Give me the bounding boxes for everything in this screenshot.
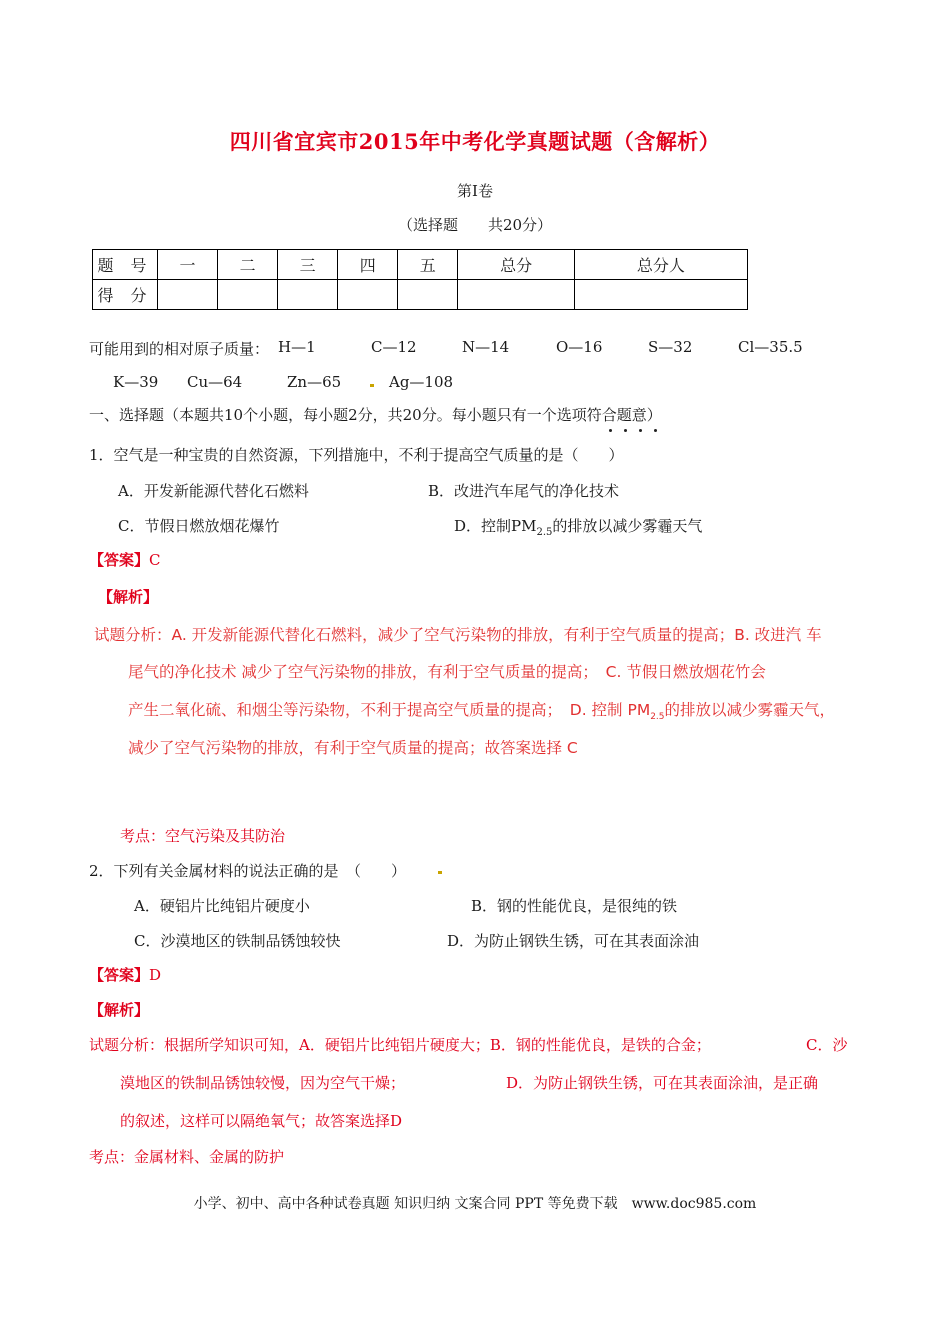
question-1-analysis-line: 尾气的净化技术 减少了空气污染物的排放，有利于空气质量的提高； C. 节假日燃放烟花竹会 <box>128 663 766 681</box>
question-2-option-c: C．沙漠地区的铁制品锈蚀较快 <box>134 932 341 950</box>
document-title: 四川省宜宾市2015年中考化学真题试题（含解析） <box>229 129 721 154</box>
scan-mark <box>370 384 374 387</box>
atomic-mass-item: O—16 <box>556 338 603 356</box>
atomic-mass-item: N—14 <box>462 338 510 356</box>
atomic-mass-item: H—1 <box>278 338 316 356</box>
score-table-header-row <box>93 250 748 280</box>
score-table-row-label: 得 分 <box>93 280 158 310</box>
score-cell[interactable] <box>458 280 575 310</box>
score-cell[interactable] <box>398 280 458 310</box>
atomic-mass-item: K—39 <box>113 373 159 391</box>
score-table-score-row <box>93 280 748 310</box>
question-2-option-a: A．硬铝片比纯铝片硬度小 <box>134 897 310 915</box>
question-2-analysis-line: C．沙 <box>806 1036 848 1054</box>
score-cell[interactable] <box>338 280 398 310</box>
page-footer: 小学、初中、高中各种试卷真题 知识归纳 文案合同 PPT 等免费下载 www.doc985.com <box>193 1196 757 1212</box>
question-1-option-d: D．控制$PM_{2.5}$的排放以减少雾霾天气 <box>454 517 703 538</box>
question-2-stem: 2．下列有关金属材料的说法正确的是 （ ） <box>89 862 407 880</box>
question-2-analysis-line: 的叙述，这样可以隔绝氧气；故答案选择D <box>120 1112 403 1130</box>
question-1-analysis-line: 试题分析：A. 开发新能源代替化石燃料，减少了空气污染物的排放，有利于空气质量的提高；B. 改进汽 车 <box>94 626 822 644</box>
question-2-option-d: D．为防止钢铁生锈，可在其表面涂油 <box>447 932 700 950</box>
score-table-header-cell: 总分 <box>458 250 575 280</box>
atomic-mass-item: S—32 <box>648 338 693 356</box>
atomic-mass-item: Zn—65 <box>287 373 342 391</box>
atomic-mass-item: Cl—35.5 <box>738 338 803 356</box>
question-2-analysis-line: 试题分析：根据所学知识可知，A．硬铝片比纯铝片硬度大；B．钢的性能优良，是铁的合金； <box>89 1036 711 1054</box>
emphasis-dot <box>654 429 657 432</box>
atomic-mass-item: Ag—108 <box>389 373 454 391</box>
score-table-header-cell: 五 <box>398 250 458 280</box>
question-2-answer: 【答案】D <box>89 966 162 984</box>
question-2-analysis-line: 漠地区的铁制品锈蚀较慢，因为空气干燥； <box>120 1074 406 1092</box>
volume-label: 第Ⅰ卷 <box>457 182 493 200</box>
question-1-analysis-label: 【解析】 <box>98 588 159 606</box>
question-1-option-b: B．改进汽车尾气的净化技术 <box>428 482 620 500</box>
score-table-header-cell: 题 号 <box>93 250 158 280</box>
question-1-stem: 1．空气是一种宝贵的自然资源，下列措施中，不利于提高空气质量的是（ ） <box>89 446 624 464</box>
score-cell[interactable] <box>218 280 278 310</box>
emphasis-dot <box>639 429 642 432</box>
question-2-analysis-line: D．为防止钢铁生锈，可在其表面涂油，是正确 <box>506 1074 819 1092</box>
question-1-kaodian: 考点：空气污染及其防治 <box>120 827 286 845</box>
score-cell[interactable] <box>574 280 747 310</box>
question-2-analysis-label: 【解析】 <box>89 1001 150 1019</box>
score-table-header-cell: 四 <box>338 250 398 280</box>
atomic-mass-item: C—12 <box>371 338 417 356</box>
atomic-mass-label: 可能用到的相对原子质量： <box>89 340 270 358</box>
score-cell[interactable] <box>158 280 218 310</box>
score-table <box>92 249 748 310</box>
question-2-option-b: B．钢的性能优良，是很纯的铁 <box>471 897 678 915</box>
score-table-header-cell: 三 <box>278 250 338 280</box>
question-1-analysis-line: 产生二氧化硫、和烟尘等污染物，不利于提高空气质量的提高； D. 控制 $PM_{2.5}$的排放以减少雾霾天气， <box>128 701 836 723</box>
score-table-header-cell: 二 <box>218 250 278 280</box>
question-1-answer: 【答案】C <box>89 551 161 569</box>
score-table-header-cell: 一 <box>158 250 218 280</box>
atomic-mass-item: Cu—64 <box>187 373 243 391</box>
question-2-kaodian: 考点：金属材料、金属的防护 <box>89 1148 285 1166</box>
question-1-option-a: A．开发新能源代替化石燃料 <box>118 482 309 500</box>
question-1-option-c: C．节假日燃放烟花爆竹 <box>118 517 280 535</box>
emphasis-dot <box>624 429 627 432</box>
section-subtitle: （选择题 共20分） <box>397 216 553 234</box>
emphasis-dot <box>609 429 612 432</box>
section-heading: 一、选择题（本题共10个小题，每小题2分，共20分。每小题只有一个选项符合题意） <box>89 406 662 424</box>
score-table-header-cell: 总分人 <box>574 250 747 280</box>
scan-mark <box>438 871 442 874</box>
question-1-analysis-line: 减少了空气污染物的排放，有利于空气质量的提高；故答案选择 C <box>128 739 578 757</box>
score-cell[interactable] <box>278 280 338 310</box>
